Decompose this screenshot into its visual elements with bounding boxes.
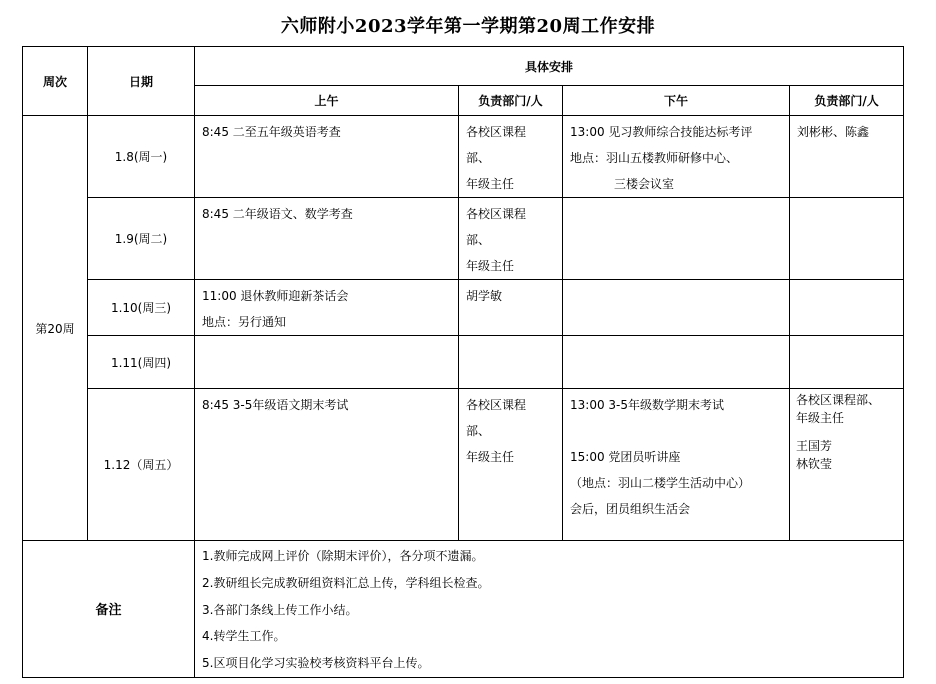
morning-item: 地点：另行通知 (202, 315, 287, 329)
dept-pm-cell (790, 116, 904, 198)
dept-line: 林钦莹 (796, 457, 833, 471)
week-label: 第20周 (23, 116, 88, 541)
remarks-label: 备注 (23, 541, 195, 678)
dept-pm-cell (790, 336, 904, 389)
morning-item: 8:45 二至五年级英语考查 (202, 125, 341, 139)
page-title: 六师附小2023学年第一学期第20周工作安排 (280, 16, 656, 37)
remark-item: 2.教研组长完成教研组资料汇总上传，学科组长检查。 (202, 575, 490, 590)
dept-line: 各校区课程部、 (796, 393, 881, 407)
dept-am-header: 负责部门/人 (459, 86, 563, 116)
dept-line: 部、 (466, 151, 491, 165)
week-header: 周次 (23, 47, 88, 116)
dept-line: 各校区课程 (466, 207, 527, 221)
table-row (23, 389, 904, 541)
date-cell: 1.12（周五） (88, 389, 195, 541)
afternoon-cell (563, 280, 790, 336)
morning-cell (195, 280, 459, 336)
morning-header: 上午 (195, 86, 459, 116)
remarks-row (23, 541, 904, 678)
table-row (23, 280, 904, 336)
dept-pm-cell (790, 389, 904, 541)
arrangement-header: 具体安排 (195, 47, 904, 86)
dept-line: 年级主任 (466, 450, 515, 464)
dept-pm-header: 负责部门/人 (790, 86, 904, 116)
dept-line: 年级主任 (466, 259, 515, 273)
morning-cell (195, 116, 459, 198)
schedule-table (22, 46, 904, 678)
dept-line: 部、 (466, 424, 491, 438)
morning-cell (195, 336, 459, 389)
afternoon-item: 会后，团员组织生活会 (570, 502, 691, 516)
afternoon-item: 地点：羽山五楼教师研修中心、 (570, 151, 739, 165)
remark-item: 3.各部门条线上传工作小结。 (202, 602, 358, 617)
afternoon-item: 13:00 见习教师综合技能达标考评 (570, 125, 753, 139)
dept-line: 年级主任 (796, 411, 845, 425)
dept-pm-cell (790, 280, 904, 336)
afternoon-item: 三楼会议室 (614, 177, 675, 191)
afternoon-header: 下午 (563, 86, 790, 116)
afternoon-item: 15:00 党团员听讲座 (570, 450, 681, 464)
morning-cell (195, 198, 459, 280)
dept-line: 年级主任 (466, 177, 515, 191)
date-cell: 1.8(周一) (88, 116, 195, 198)
dept-line: 王国芳 (796, 439, 833, 453)
afternoon-cell (563, 336, 790, 389)
afternoon-item: 13:00 3-5年级数学期末考试 (570, 398, 724, 412)
dept-line: 部、 (466, 233, 491, 247)
morning-item: 8:45 3-5年级语文期末考试 (202, 398, 349, 412)
afternoon-cell (563, 116, 790, 198)
afternoon-cell (563, 198, 790, 280)
remark-item: 4.转学生工作。 (202, 629, 286, 644)
dept-line: 刘彬彬、陈鑫 (797, 125, 870, 139)
dept-line: 胡学敏 (466, 289, 503, 303)
dept-am-cell (459, 280, 563, 336)
date-cell: 1.10(周三) (88, 280, 195, 336)
dept-line: 各校区课程 (466, 398, 527, 412)
remarks-cell (195, 541, 904, 678)
remark-item: 5.区项目化学习实验校考核资料平台上传。 (202, 656, 430, 671)
dept-am-cell (459, 336, 563, 389)
remark-item: 1.教师完成网上评价（除期末评价），各分项不遗漏。 (202, 549, 484, 563)
date-cell: 1.9(周二) (88, 198, 195, 280)
date-header: 日期 (88, 47, 195, 116)
morning-item: 11:00 退休教师迎新茶话会 (202, 289, 349, 303)
afternoon-item: （地点：羽山二楼学生活动中心） (570, 476, 751, 490)
afternoon-cell (563, 389, 790, 541)
table-row (23, 116, 904, 198)
date-cell: 1.11(周四) (88, 336, 195, 389)
dept-am-cell (459, 116, 563, 198)
morning-item: 8:45 二年级语文、数学考查 (202, 207, 353, 221)
table-row (23, 336, 904, 389)
dept-am-cell (459, 198, 563, 280)
morning-cell (195, 389, 459, 541)
table-row (23, 198, 904, 280)
dept-pm-cell (790, 198, 904, 280)
dept-line: 各校区课程 (466, 125, 527, 139)
dept-am-cell (459, 389, 563, 541)
